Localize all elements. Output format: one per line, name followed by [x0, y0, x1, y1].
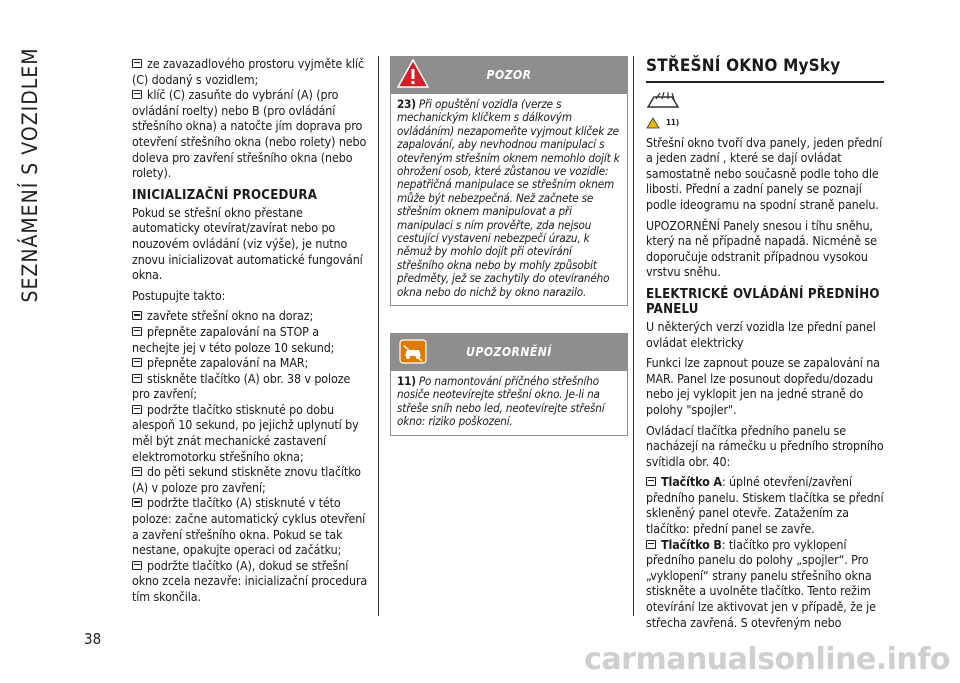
list-item: přepněte zapalování na STOP a nechejte jej v této poloze 10 sekund; — [132, 323, 335, 355]
column-divider — [378, 56, 379, 616]
notice-title: UPOZORNĚNÍ — [466, 345, 552, 359]
section-heading-rule — [646, 56, 884, 83]
page-number: 38 — [84, 630, 102, 648]
manual-bullet-icon — [132, 59, 142, 68]
reference-number: 11) — [666, 118, 680, 127]
manual-bullet-icon — [132, 311, 142, 320]
watermark: carmanualsonline.info — [584, 642, 950, 677]
list-item: podržte tlačítko stisknuté po dobu alespoň 10 sekund, po jejichž uplynutí by měl být znát mechanické zastavení elektromotorku střešního okna; — [132, 401, 359, 464]
list-item: Tlačítko A: úplné otevření/zavření předního panelu. Stiskem tlačítka se přední skleněný panel otevře. Zatažením za tlačítko: přední panel se zavře. — [646, 474, 884, 537]
manual-bullet-icon — [132, 467, 142, 476]
warning-triangle-icon — [646, 117, 660, 129]
manual-bullet-icon — [646, 540, 656, 549]
warning-title: POZOR — [486, 68, 532, 82]
column-right — [646, 56, 884, 630]
list-item: podržte tlačítko (A), dokud se střešní okno zcela nezavře: inicializační procedura tím skončila. — [132, 557, 368, 604]
warning-header — [390, 56, 628, 94]
list-item: podržte tlačítko (A) stisknuté v této poloze: začne automatický cyklus otevření a zavření střešního okna. Pokud se tak nestane, opakujte operaci od začátku; — [132, 495, 366, 558]
manual-bullet-icon — [132, 327, 142, 336]
notice-box — [390, 333, 628, 436]
warning-body — [390, 94, 628, 306]
warning-text: Při opuštění vozidla (verze s mechanickým klíčkem s dálkovým ovládáním) nezapomeňte vyjmout klíček ze zapalování, aby nevhodnou manipulací s otevřeným střešním oknem nemohlo dojít k ohrožení osob, které zůstanou ve vozidle: nepatřičná manipulace se střešním oknem může být nebezpečná. Než začnete se střešním oknem manipulovat a při manipulaci s ním prověřte, zda nejsou cestující vystaveni nebezpečí úrazu, k němuž by mohlo dojít při otevírání střešního okna nebo by mohly způsobit předměty, jež se zachytily do otevíraného okna nebo do nichž by okno narazilo. — [397, 97, 620, 299]
list-item: klíč (C) zasuňte do vybrání (A) (pro ovládání roelty) nebo B (pro ovládání střešního okna) a natočte jím doprava pro otevření střešního okna (nebo rolety) nebo doleva pro zavření střešního okna (nebo rolety). — [132, 87, 367, 181]
paragraph: Pokud se střešní okno přestane automaticky otevírat/zavírat nebo po nouzovém ovládání (viz výše), je nutno znovu inicializovat automatické fungování okna. — [132, 204, 363, 283]
manual-bullet-icon — [132, 561, 142, 570]
warning-number: 23) — [397, 97, 416, 111]
manual-bullet-icon — [132, 498, 142, 507]
list-item: přepněte zapalování na MAR; — [132, 355, 368, 371]
manual-bullet-icon — [132, 358, 142, 367]
sunroof-icon — [646, 89, 680, 111]
manual-bullet-icon — [646, 477, 656, 486]
paragraph: UPOZORNĚNÍ Panely snesou i tíhu sněhu, který na ně případně napadá. Nicméně se doporučuje odstranit případnou vysokou vrstvu sněhu. — [646, 217, 877, 280]
column-left — [132, 56, 368, 605]
side-title-text: SEZNÁMENÍ S VOZIDLEM — [18, 47, 42, 303]
notice-number: 11) — [397, 374, 416, 388]
section-heading-electric-control: ELEKTRICKÉ OVLÁDÁNÍ PŘEDNÍHO PANELU — [646, 286, 880, 317]
section-heading-sunroof: STŘEŠNÍ OKNO MySky — [646, 56, 841, 76]
manual-bullet-icon — [132, 90, 142, 99]
notice-body — [390, 371, 628, 436]
paragraph: Ovládací tlačítka předního panelu se nacházejí na rámečku u předního stropního svítidla obr. 40: — [646, 422, 884, 469]
list-item: ze zavazadlového prostoru vyjměte klíč (C) dodaný s vozidlem; — [132, 56, 365, 87]
notice-header — [390, 333, 628, 371]
paragraph: Střešní okno tvoří dva panely, jeden přední a jeden zadní , které se dají ovládat samostatně nebo současně podle toho dle libosti. Přední a zadní panely se poznají podle ideogramu na spodní straně panelu. — [646, 134, 883, 212]
paragraph: U některých verzí vozidla lze přední panel ovládat elektricky — [646, 318, 876, 350]
manual-bullet-icon — [132, 405, 142, 414]
paragraph: Postupujte takto: — [132, 287, 226, 303]
icon-row — [646, 115, 884, 131]
section-heading-initialization: INICIALIZAČNÍ PROCEDURA — [132, 187, 318, 203]
notice-text: Po namontování příčného střešního nosiče neotevírejte střešní okno. Je-li na střeše sníh nebo led, neotevírejte střešní okno: riziko poškození. — [397, 374, 605, 429]
list-item: do pěti sekund stiskněte znovu tlačítko (A) v poloze pro zavření; — [132, 464, 361, 495]
manual-bullet-icon — [132, 374, 142, 383]
list-item: zavřete střešní okno na doraz; — [132, 308, 368, 324]
paragraph: Funkci lze zapnout pouze se zapalování na MAR. Panel lze posunout dopředu/dozadu nebo jej vyklopit jen na jedné straně do polohy "spojler". — [646, 355, 880, 417]
column-divider — [633, 56, 634, 616]
icon-row — [646, 89, 884, 111]
warning-box — [390, 56, 628, 306]
side-section-title — [8, 40, 52, 310]
list-item: stiskněte tlačítko (A) obr. 38 v poloze pro zavření; — [132, 370, 351, 402]
list-item: Tlačítko B: tlačítko pro vyklopení předního panelu do polohy „spojler“. Pro „vyklopení“ strany panelu střešního okna stiskněte a uvolněte tlačítko. Tento režim otevírání lze aktivovat jen v případě, že je střecha zavřená. S otevřeným nebo — [646, 536, 876, 630]
